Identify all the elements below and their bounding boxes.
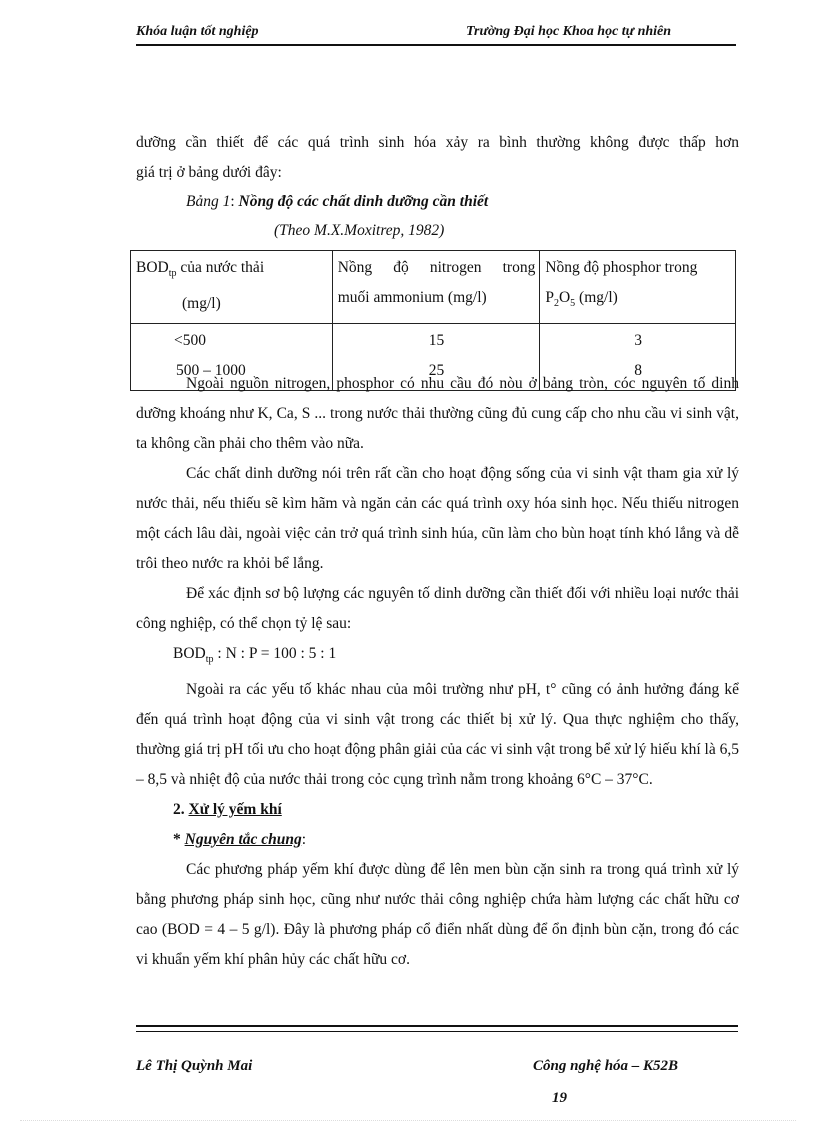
intro-line-2: giá trị ở bảng dưới đây: bbox=[136, 164, 282, 181]
table-cell: 500 – 1000 bbox=[176, 362, 246, 380]
paragraph-2: Các chất dinh dưỡng nói trên rất cần cho hoạt động sống của vi sinh vật tham gia xử lý nước thải, nếu thiếu sẽ kìm hãm và ngăn cản các quá trình oxy hóa sinh học. Nếu thiếu nitrogen một cách lâu dài, ngoài việc cản trở quá trình sinh húa, cũn làm cho bùn hoạt tính khó lắng và dễ trôi theo nước ra khỏi bể lắng. bbox=[136, 465, 739, 572]
table-cell: 8 bbox=[634, 362, 643, 380]
paragraph-3: Để xác định sơ bộ lượng các nguyên tố dinh dưỡng cần thiết đối với nhiều loại nước thải công nghiệp, có thể chọn tỷ lệ sau: bbox=[136, 585, 739, 632]
body-text bbox=[136, 369, 739, 975]
footer-divider-thin bbox=[136, 1031, 738, 1032]
col-header-bod: $BOD_{tp}$ của nước thải (mg/l) bbox=[131, 251, 333, 324]
footer-class: Công nghệ hóa – K52B bbox=[533, 1058, 679, 1074]
section-heading: 2. Xử lý yếm khí bbox=[173, 801, 282, 819]
table-cell: 15 bbox=[428, 332, 445, 350]
header-divider bbox=[136, 44, 736, 46]
header-left: Khóa luận tốt nghiệp bbox=[136, 24, 259, 39]
table-title: Nồng độ các chất dinh dưỡng cần thiết bbox=[238, 193, 489, 210]
table-label: Bảng 1 bbox=[186, 193, 231, 210]
intro-text bbox=[136, 128, 739, 188]
col-header-phosphor: Nồng độ phosphor trong $P_2O_5$ (mg/l) bbox=[540, 251, 736, 324]
subsection-heading: * Nguyên tắc chung: bbox=[173, 831, 307, 849]
header-right: Trường Đại học Khoa học tự nhiên bbox=[466, 24, 672, 39]
table-cell: 3 bbox=[634, 332, 643, 350]
footer-author: Lê Thị Quỳnh Mai bbox=[136, 1058, 253, 1074]
intro-line-1: dưỡng cần thiết để các quá trình sinh hóa xảy ra bình thường không được thấp hơn bbox=[136, 134, 739, 151]
table-source: (Theo M.X.Moxitrep, 1982) bbox=[274, 222, 445, 239]
table-caption: Bảng 1: Nồng độ các chất dinh dưỡng cần thiết bbox=[186, 193, 489, 210]
page-edge bbox=[20, 1120, 796, 1121]
ratio-formula: $BOD_{tp}$ : N : P = 100 : 5 : 1 bbox=[173, 645, 337, 666]
col-header-nitrogen: Nồng độ nitrogen trong muối ammonium (mg/l) bbox=[332, 251, 540, 324]
paragraph-5: Các phương pháp yếm khí được dùng để lên men bùn cặn sinh ra trong quá trình xử lý bằng phương pháp sinh học, cũng như nước thải công nghiệp chứa hàm lượng các chất hữu cơ cao (BOD = 4 – 5 g/l). Đây là phương pháp cổ điển nhất dùng để ổn định bùn cặn, trong đó các vi khuẩn yếm khí phân hủy các chất hữu cơ. bbox=[136, 861, 739, 969]
table-cell: <500 bbox=[174, 332, 206, 350]
paragraph-1: Ngoài nguồn nitrogen, phosphor có nhu cầu đó nòu ở bảng tròn, cóc nguyên tố dinh dưỡng khoáng như K, Ca, S ... trong nước thải thường cũng đủ cung cấp cho nhu cầu vi sinh vật, ta không cần phải cho thêm vào nữa. bbox=[136, 375, 739, 452]
table-cell: 25 bbox=[428, 362, 445, 380]
page-number: 19 bbox=[552, 1090, 567, 1106]
paragraph-4: Ngoài ra các yếu tố khác nhau của môi trường như pH, t° cũng có ảnh hưởng đáng kể đến quá trình hoạt động của vi sinh vật trong các thiết bị xử lý. Qua thực nghiệm cho thấy, thường giá trị pH tối ưu cho hoạt động phân giải của các vi sinh vật trong bể xử lý hiếu khí là 6,5 – 8,5 và nhiệt độ của nước thải trong cỏc cụng trình nằm trong khoảng 6°C – 37°C. bbox=[136, 681, 739, 789]
table-header-row bbox=[131, 251, 736, 324]
footer-divider-thick bbox=[136, 1025, 738, 1027]
